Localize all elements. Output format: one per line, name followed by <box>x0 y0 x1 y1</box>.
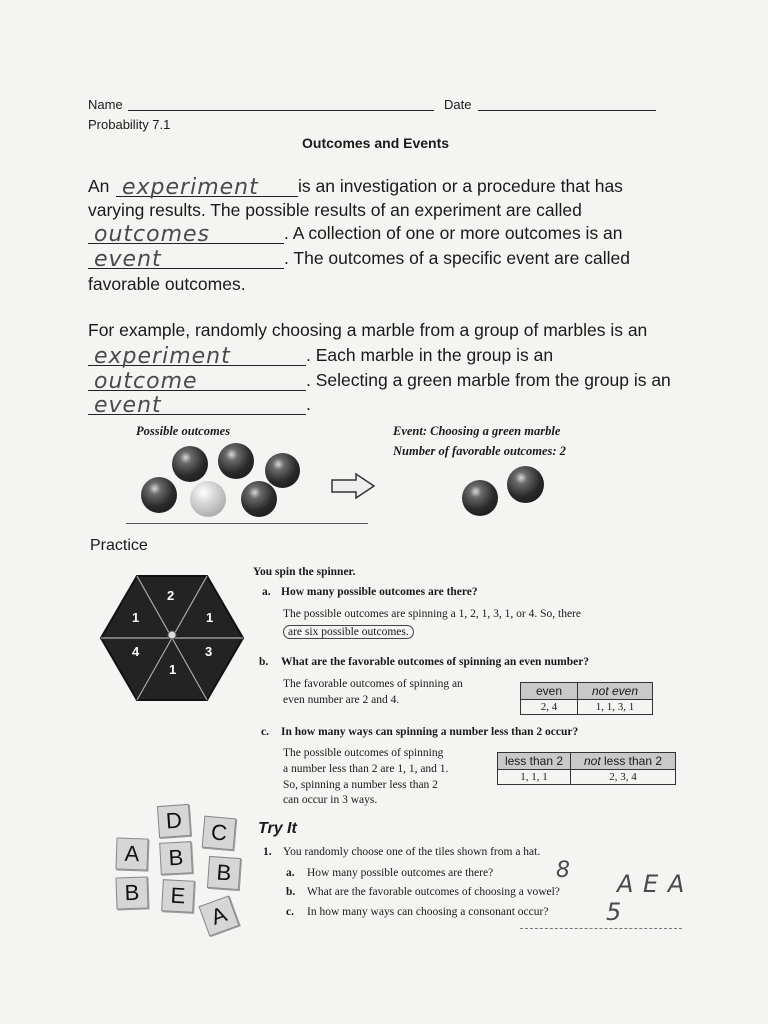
letter-tile: D <box>157 804 191 838</box>
table-cell: 1, 1, 3, 1 <box>578 700 653 715</box>
spinner-label: 1 <box>169 662 177 677</box>
letter-tile: B <box>115 876 148 909</box>
marble-dark <box>241 481 277 517</box>
letter-tile: B <box>207 856 241 890</box>
letter-tile: C <box>202 816 237 851</box>
example-text-1: For example, randomly choosing a marble from a group of marbles is an <box>88 320 648 340</box>
date-field[interactable] <box>478 96 656 111</box>
answer-c-line4: can occur in 3 ways. <box>283 794 378 806</box>
try-it-question-b: What are the favorable outcomes of choosing a vowel? <box>307 886 560 898</box>
divider <box>126 523 368 524</box>
blank-example-event[interactable] <box>88 393 306 418</box>
name-label: Name <box>88 97 123 112</box>
question-b: What are the favorable outcomes of spinning an even number? <box>281 656 590 668</box>
answer-a-line1: The possible outcomes are spinning a 1, 2, 1, 3, 1, or 4. So, there <box>283 608 581 620</box>
answer-b-line2: even number are 2 and 4. <box>283 694 400 706</box>
question-letter: b. <box>259 656 269 668</box>
def-text-1: is an investigation or a procedure that has <box>298 176 623 196</box>
letter-tile: E <box>161 879 195 913</box>
question-letter: c. <box>261 726 269 738</box>
marble-dark <box>141 477 177 513</box>
answer-line <box>520 928 682 929</box>
answer-c-line1: The possible outcomes of spinning <box>283 747 444 759</box>
blank-outcomes[interactable] <box>88 222 284 247</box>
date-label: Date <box>444 97 472 112</box>
example-text-3: . Selecting a green marble from the group is an <box>306 370 671 390</box>
spinner-label: 3 <box>205 644 213 659</box>
answer-a-line2: are six possible outcomes. <box>283 625 414 639</box>
blank-example-outcome[interactable] <box>88 369 306 394</box>
spinner-label: 1 <box>132 610 140 625</box>
practice-heading: Practice <box>90 537 148 554</box>
question-a: How many possible outcomes are there? <box>281 586 478 598</box>
question-letter: a. <box>262 586 271 598</box>
letter-tile: A <box>198 895 239 936</box>
even-table <box>520 682 653 715</box>
arrow-right-icon <box>330 472 376 500</box>
page-title: Outcomes and Events <box>302 135 450 151</box>
def-text-4: . The outcomes of a specific event are called <box>284 248 630 268</box>
question-letter: a. <box>286 867 295 879</box>
def-an: An <box>88 176 110 196</box>
marble-green <box>172 446 208 482</box>
possible-outcomes-label: Possible outcomes <box>136 424 231 438</box>
event-label: Event: Choosing a green marble <box>393 424 561 438</box>
handwritten-experiment: experiment <box>122 175 259 200</box>
handwritten-experiment-2: experiment <box>94 344 231 369</box>
try-it-question-c: In how many ways can choosing a consonant occur? <box>307 906 549 918</box>
name-field[interactable] <box>128 96 434 111</box>
handwritten-event: event <box>94 247 162 272</box>
less-than-two-table <box>497 752 676 785</box>
handwritten-answer-a: 8 <box>556 858 571 883</box>
handwritten-outcomes: outcomes <box>94 222 211 247</box>
example-text-4: . <box>306 394 311 414</box>
table-header: even <box>521 683 578 700</box>
spinner-label: 1 <box>206 610 214 625</box>
spinner-label: 2 <box>167 588 175 603</box>
def-text-3: . A collection of one or more outcomes is an <box>284 223 623 243</box>
table-header: not less than 2 <box>571 753 676 770</box>
def-text-5: favorable outcomes. <box>88 274 246 294</box>
marble-green <box>462 480 498 516</box>
try-it-question: You randomly choose one of the tiles shown from a hat. <box>283 846 541 858</box>
table-cell: 2, 4 <box>521 700 578 715</box>
marble-dark <box>265 453 300 488</box>
question-c: In how many ways can spinning a number less than 2 occur? <box>281 726 579 738</box>
def-text-2: varying results. The possible results of an experiment are called <box>88 200 582 220</box>
try-it-heading: Try It <box>258 820 297 837</box>
question-number: 1. <box>263 846 272 858</box>
example-text-2: . Each marble in the group is an <box>306 345 554 365</box>
question-letter: c. <box>286 906 294 918</box>
table-cell: 2, 3, 4 <box>571 770 676 785</box>
favorable-count-label: Number of favorable outcomes: 2 <box>393 444 566 458</box>
answer-b-line1: The favorable outcomes of spinning an <box>283 678 463 690</box>
practice-intro: You spin the spinner. <box>253 566 356 578</box>
try-it-question-a: How many possible outcomes are there? <box>307 867 494 879</box>
marble-light <box>190 481 226 517</box>
table-header: less than 2 <box>498 753 571 770</box>
spinner-label: 4 <box>132 644 140 659</box>
blank-example-experiment[interactable] <box>88 344 306 369</box>
handwritten-answer-b: A E A <box>617 870 686 898</box>
table-cell: 1, 1, 1 <box>498 770 571 785</box>
course-label: Probability 7.1 <box>88 117 171 132</box>
handwritten-event-2: event <box>94 393 162 418</box>
question-letter: b. <box>286 886 296 898</box>
handwritten-outcome: outcome <box>94 369 198 394</box>
handwritten-answer-c: 5 <box>606 898 623 926</box>
answer-c-line2: a number less than 2 are 1, 1, and 1. <box>283 763 449 775</box>
marble-green <box>507 466 544 503</box>
table-header: not even <box>578 683 653 700</box>
answer-c-line3: So, spinning a number less than 2 <box>283 779 438 791</box>
blank-event[interactable] <box>88 247 284 272</box>
letter-tile: B <box>159 841 193 875</box>
blank-experiment[interactable] <box>116 175 298 200</box>
letter-tile: A <box>115 837 148 870</box>
marble-green <box>218 443 254 479</box>
